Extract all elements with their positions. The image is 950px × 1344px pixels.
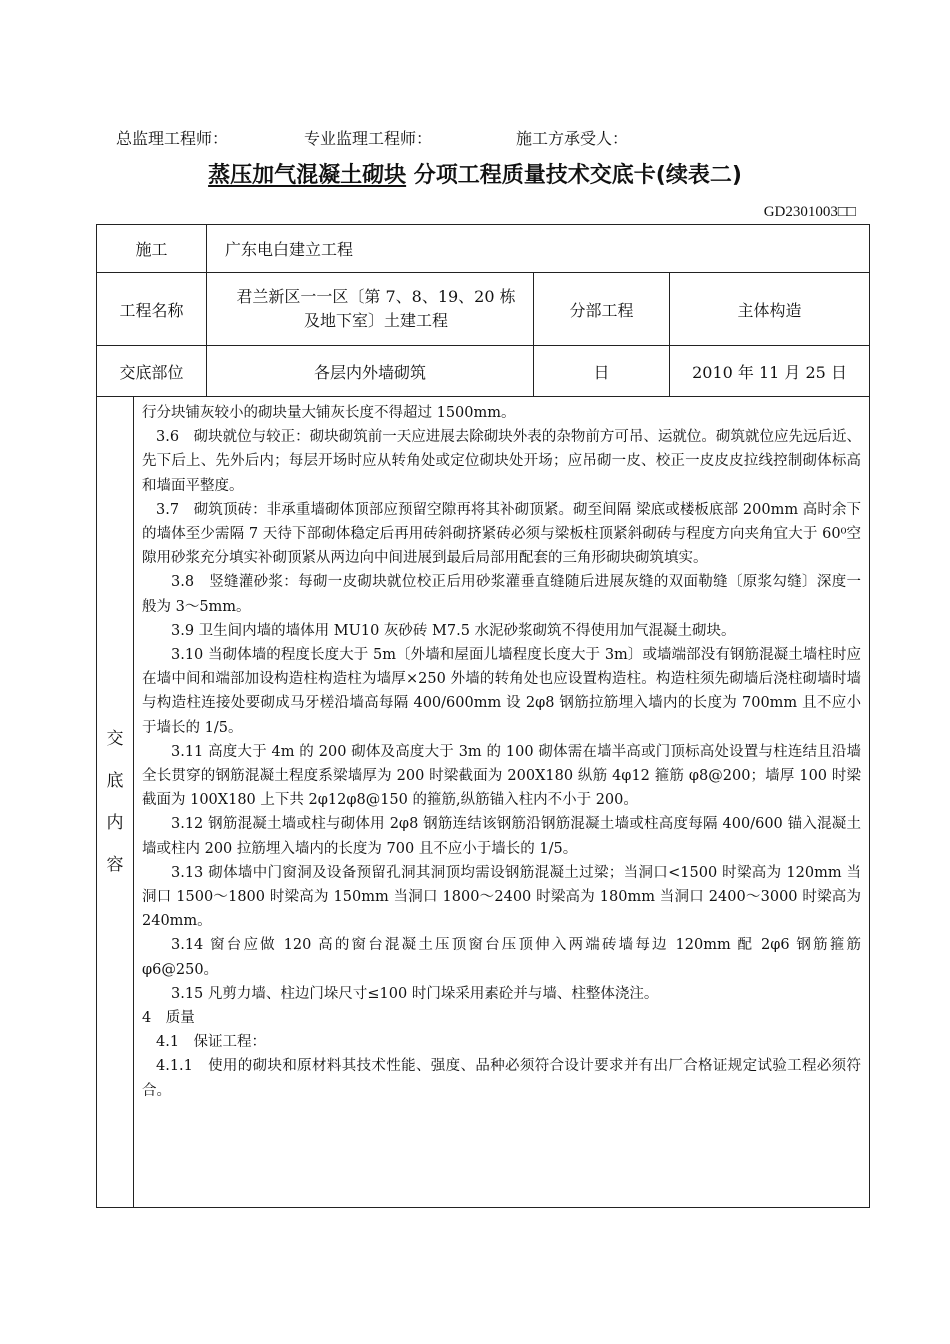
project-name-label: 工程名称 [97,273,207,346]
content-paragraph: 3.9 卫生间内墙的墙体用 MU10 灰砂砖 M7.5 水泥砂浆砌筑不得使用加气混凝土砌块。 [171,622,736,639]
content-paragraph: 3.11 高度大于 4m 的 200 砌体及高度大于 3m 的 100 砌体需在墙半高或门顶标高处设置与柱连结且沿墙全长贯穿的钢筋混凝土程度系梁墙厚为 200 时梁截面为 200X180 纵筋 4φ12 箍筋 φ8@200；墙厚 100 时梁截面为 100X180 上下共 2φ12φ8@150 的箍筋,纵筋锚入柱内不小于 200。 [142,743,862,809]
content-paragraph: 3.7 砌筑顶砖：非承重墙砌体顶部应预留空隙再将其补砌顶紧。砌至间隔 梁底或楼板底部 200mm 高时余下的墙体至少需隔 7 天待下部砌体稳定后再用砖斜砌挤紧砖必须与梁板柱顶紧斜砌砖与程度方向夹角宜大于 60⁰空隙用砂浆充分填实补砌顶紧从两边向中间进展到最后局部用配套的三角形砌块砌筑填实。 [142,501,862,567]
construction-value: 广东电白建立工程 [207,225,870,273]
form-code: GD2301003□□ [763,204,856,220]
content-paragraph: 3.14 窗台应做 120 高的窗台混凝土压顶窗台压顶伸入两端砖墙每边 120mm 配 2φ6 钢筋箍筋 φ6@250。 [142,937,862,978]
content-paragraph: 3.8 竖缝灌砂浆：每砌一皮砌块就位校正后用砂浆灌垂直缝随后进展灰缝的双面勒缝〔原浆勾缝〕深度一般为 3～5mm。 [142,574,862,615]
construction-label: 施工 [97,225,207,273]
content-label-char: 底 [106,771,124,791]
content-label-vertical [97,718,133,886]
content-paragraph: 4.1.1 使用的砌块和原材料其技术性能、强度、品种必须符合设计要求并有出厂合格证规定试验工程必须符合。 [142,1058,862,1099]
disclosure-card-table [96,224,870,1208]
project-name-value: 君兰新区一一区〔第 7、8、19、20 栋及地下室〕土建工程 [207,273,534,346]
section-heading: 4 质量 [142,1010,195,1027]
content-paragraph: 3.13 砌体墙中门窗洞及设备预留孔洞其洞顶均需设钢筋混凝土过梁；当洞口<1500 时梁高为 120mm 当洞口 1500～1800 时梁高为 150mm 当洞口 1800～2400 时梁高为 180mm 当洞口 2400～3000 时梁高为 240mm。 [142,864,862,930]
content-label-char: 容 [106,855,124,875]
location-value: 各层内外墙砌筑 [207,346,534,397]
content-label-char: 交 [106,729,124,749]
content-body [134,397,870,1208]
content-label-char: 内 [106,813,124,833]
content-text [142,401,861,1103]
content-label [97,397,134,1208]
content-paragraph: 行分块铺灰较小的砌块量大铺灰长度不得超过 1500mm。 [142,405,516,421]
location-label: 交底部位 [97,346,207,397]
title-underlined: 蒸压加气混凝土砌块 [208,163,407,188]
content-paragraph: 4.1 保证工程： [156,1034,267,1051]
receiver-label: 施工方承受人： [516,129,629,148]
date-label: 日 [534,346,670,397]
title-rest: 分项工程质量技术交底卡(续表二) [413,163,742,188]
content-paragraph: 3.10 当砌体墙的程度长度大于 5m〔外墙和屋面儿墙程度长度大于 3m〕或墙端部没有钢筋混凝土墙柱时应在墙中间和端部加设构造柱构造柱为墙厚×250 外墙的转角处也应设置构造柱。构造柱须先砌墙后浇柱砌墙时墙与构造柱连接处要砌成马牙槎沿墙高每隔 400/600mm 设 2φ8 钢筋拉筋埋入墙内的长度为 700mm 且不应小于墙长的 1/5。 [142,647,862,736]
page-title [0,158,950,189]
division-label: 分部工程 [534,273,670,346]
date-value: 2010 年 11 月 25 日 [670,346,870,397]
content-paragraph: 3.15 凡剪力墙、柱边门垛尺寸≤100 时门垛采用素砼并与墙、柱整体浇注。 [171,985,659,1002]
content-paragraph: 3.12 钢筋混凝土墙或柱与砌体用 2φ8 钢筋连结该钢筋沿钢筋混凝土墙或柱高度每隔 400/600 锚入混凝土墙或柱内 200 拉筋埋入墙内的长度为 700 且不应小于墙长的 1/5。 [142,816,862,857]
content-paragraph: 3.6 砌块就位与较正：砌块砌筑前一天应进展去除砌块外表的杂物前方可吊、运就位。砌筑就位应先远后近、先下后上、先外后内；每层开场时应从转角处或定位砌块处开场；应吊砌一皮、校正一皮皮皮拉线控制砌体标高和墙面平整度。 [142,429,862,494]
division-value: 主体构造 [670,273,870,346]
chief-supervisor-label: 总监理工程师： [116,129,229,148]
specialist-supervisor-label: 专业监理工程师： [304,129,433,148]
